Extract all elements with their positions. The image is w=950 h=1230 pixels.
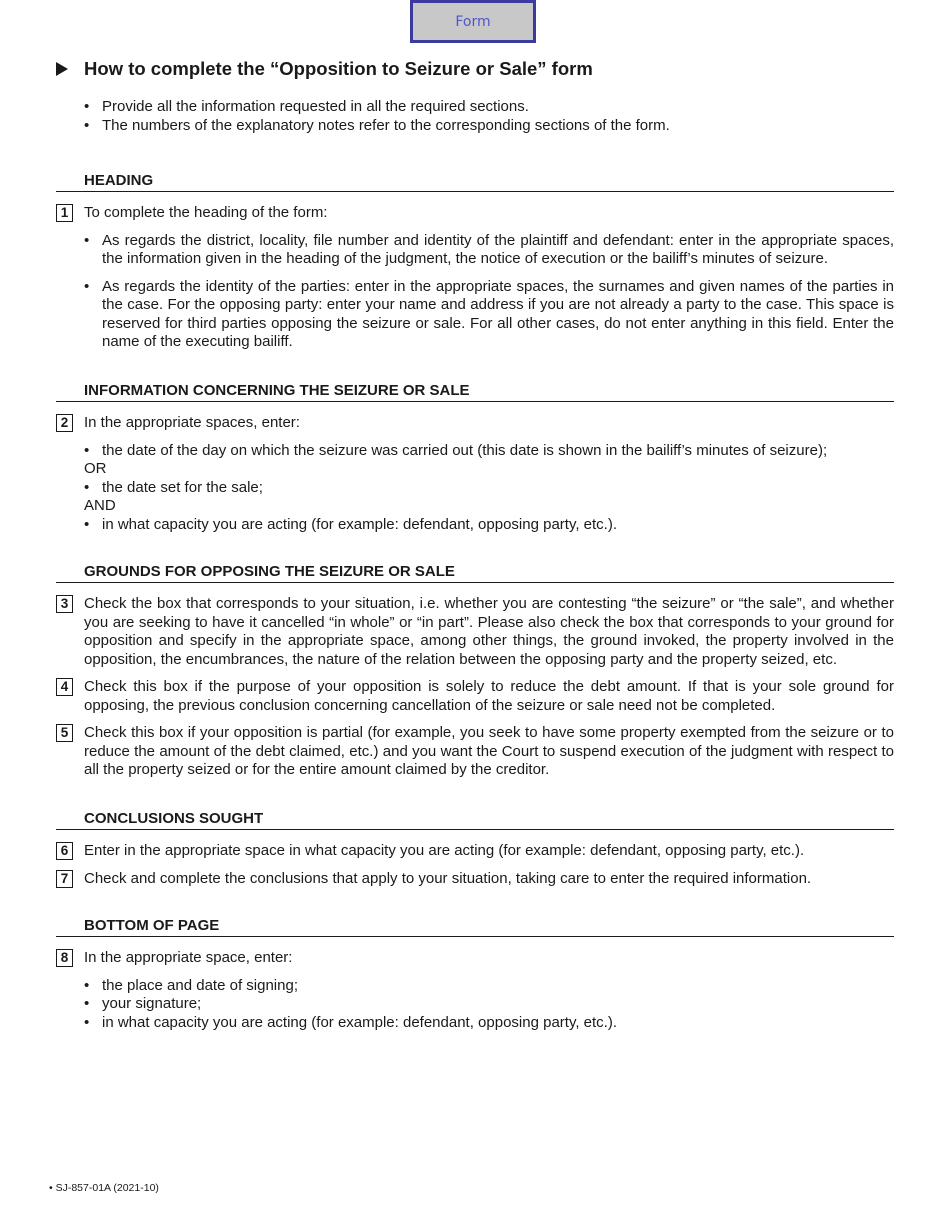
conjunction: AND: [84, 497, 116, 514]
list-item: • in what capacity you are acting (for example: defendant, opposing party, etc.).: [84, 516, 894, 535]
note-text: To complete the heading of the form:: [84, 204, 328, 221]
list-item: • in what capacity you are acting (for example: defendant, opposing party, etc.).: [84, 1014, 894, 1033]
conjunction: OR: [84, 460, 107, 477]
note-text: Check the box that corresponds to your situation, i.e. whether you are contesting “the seizure” or “the sale”, and whether you are seeking to have it cancelled “in whole” or “in part”. Please also check the box that corresponds to your ground for opposition and specify in the appropriate space, among other things, the ground invoked, the property involved in the opposition, the encumbrances, the nature of the relation between the opposing party and the property seized, etc.: [84, 595, 894, 668]
note-1-bullets: [56, 232, 894, 352]
note-8-bullets: [56, 977, 894, 1033]
list-item: • As regards the district, locality, file number and identity of the plaintiff and defendant: enter in the appropriate spaces, the information given in the heading of the judgment, the notice of execution or the bailiff’s minutes of seizure.: [84, 232, 894, 269]
section-title: CONCLUSIONS SOUGHT: [56, 810, 894, 830]
section-bottom: [56, 917, 894, 1032]
note-number: 6: [56, 842, 73, 860]
list-item: • As regards the identity of the parties: enter in the appropriate spaces, the surnames and given names of the parties in the case. For the opposing party: enter your name and address if you are not already a party to the case. This space is reserved for third parties opposing the seizure or sale. For all other cases, do not enter anything in this field. Enter the name of the executing bailiff.: [84, 278, 894, 352]
list-item: • the place and date of signing;: [84, 977, 894, 996]
note-number: 1: [56, 204, 73, 222]
note-number: 2: [56, 414, 73, 432]
note-2-bullets: [56, 442, 894, 535]
section-title: HEADING: [56, 172, 894, 192]
form-button[interactable]: Form: [410, 0, 536, 43]
note-3: [56, 595, 894, 669]
note-4: [56, 678, 894, 715]
note-1: [56, 204, 894, 223]
note-text: In the appropriate spaces, enter:: [84, 414, 300, 431]
note-8: [56, 949, 894, 968]
list-item: • Provide all the information requested in all the required sections.: [84, 98, 670, 117]
note-6: [56, 842, 894, 861]
note-2: [56, 414, 894, 433]
list-item: • The numbers of the explanatory notes refer to the corresponding sections of the form.: [84, 117, 670, 136]
page-title: How to complete the “Opposition to Seizure or Sale” form: [84, 58, 593, 79]
section-conclusions: [56, 810, 894, 888]
list-item: • the date of the day on which the seizure was carried out (this date is shown in the bailiff’s minutes of seizure);: [84, 442, 894, 461]
intro-list: [84, 98, 670, 135]
triangle-right-icon: [56, 62, 68, 76]
note-text: Enter in the appropriate space in what capacity you are acting (for example: defendant, opposing party, etc.).: [84, 842, 805, 859]
section-information: [56, 382, 894, 534]
note-text: Check and complete the conclusions that apply to your situation, taking care to enter the required information.: [84, 869, 812, 887]
note-number: 5: [56, 724, 73, 742]
section-title: GROUNDS FOR OPPOSING THE SEIZURE OR SALE: [56, 563, 894, 583]
title-row: [56, 58, 593, 80]
section-heading: [56, 172, 894, 352]
note-number: 3: [56, 595, 73, 613]
section-title: BOTTOM OF PAGE: [56, 917, 894, 937]
note-number: 7: [56, 870, 73, 888]
note-number: 4: [56, 678, 73, 696]
note-7: [56, 870, 894, 889]
note-text: In the appropriate space, enter:: [84, 949, 293, 966]
note-text: Check this box if the purpose of your opposition is solely to reduce the debt amount. If that is your sole ground for opposing, the previous conclusion concerning cancellation of the seizure or sale need not be completed.: [84, 678, 894, 714]
note-number: 8: [56, 949, 73, 967]
section-grounds: [56, 563, 894, 780]
note-5: [56, 724, 894, 780]
list-item: • the date set for the sale;: [84, 479, 894, 498]
note-text: Check this box if your opposition is partial (for example, you seek to have some property exempted from the seizure or to reduce the amount of the debt claimed, etc.) and you want the Court to suspend execution of the judgment with respect to all the property seized or for the entire amount claimed by the creditor.: [84, 724, 894, 778]
list-item: • your signature;: [84, 995, 894, 1014]
form-code: • SJ-857-01A (2021-10): [49, 1182, 159, 1194]
section-title: INFORMATION CONCERNING THE SEIZURE OR SALE: [56, 382, 894, 402]
